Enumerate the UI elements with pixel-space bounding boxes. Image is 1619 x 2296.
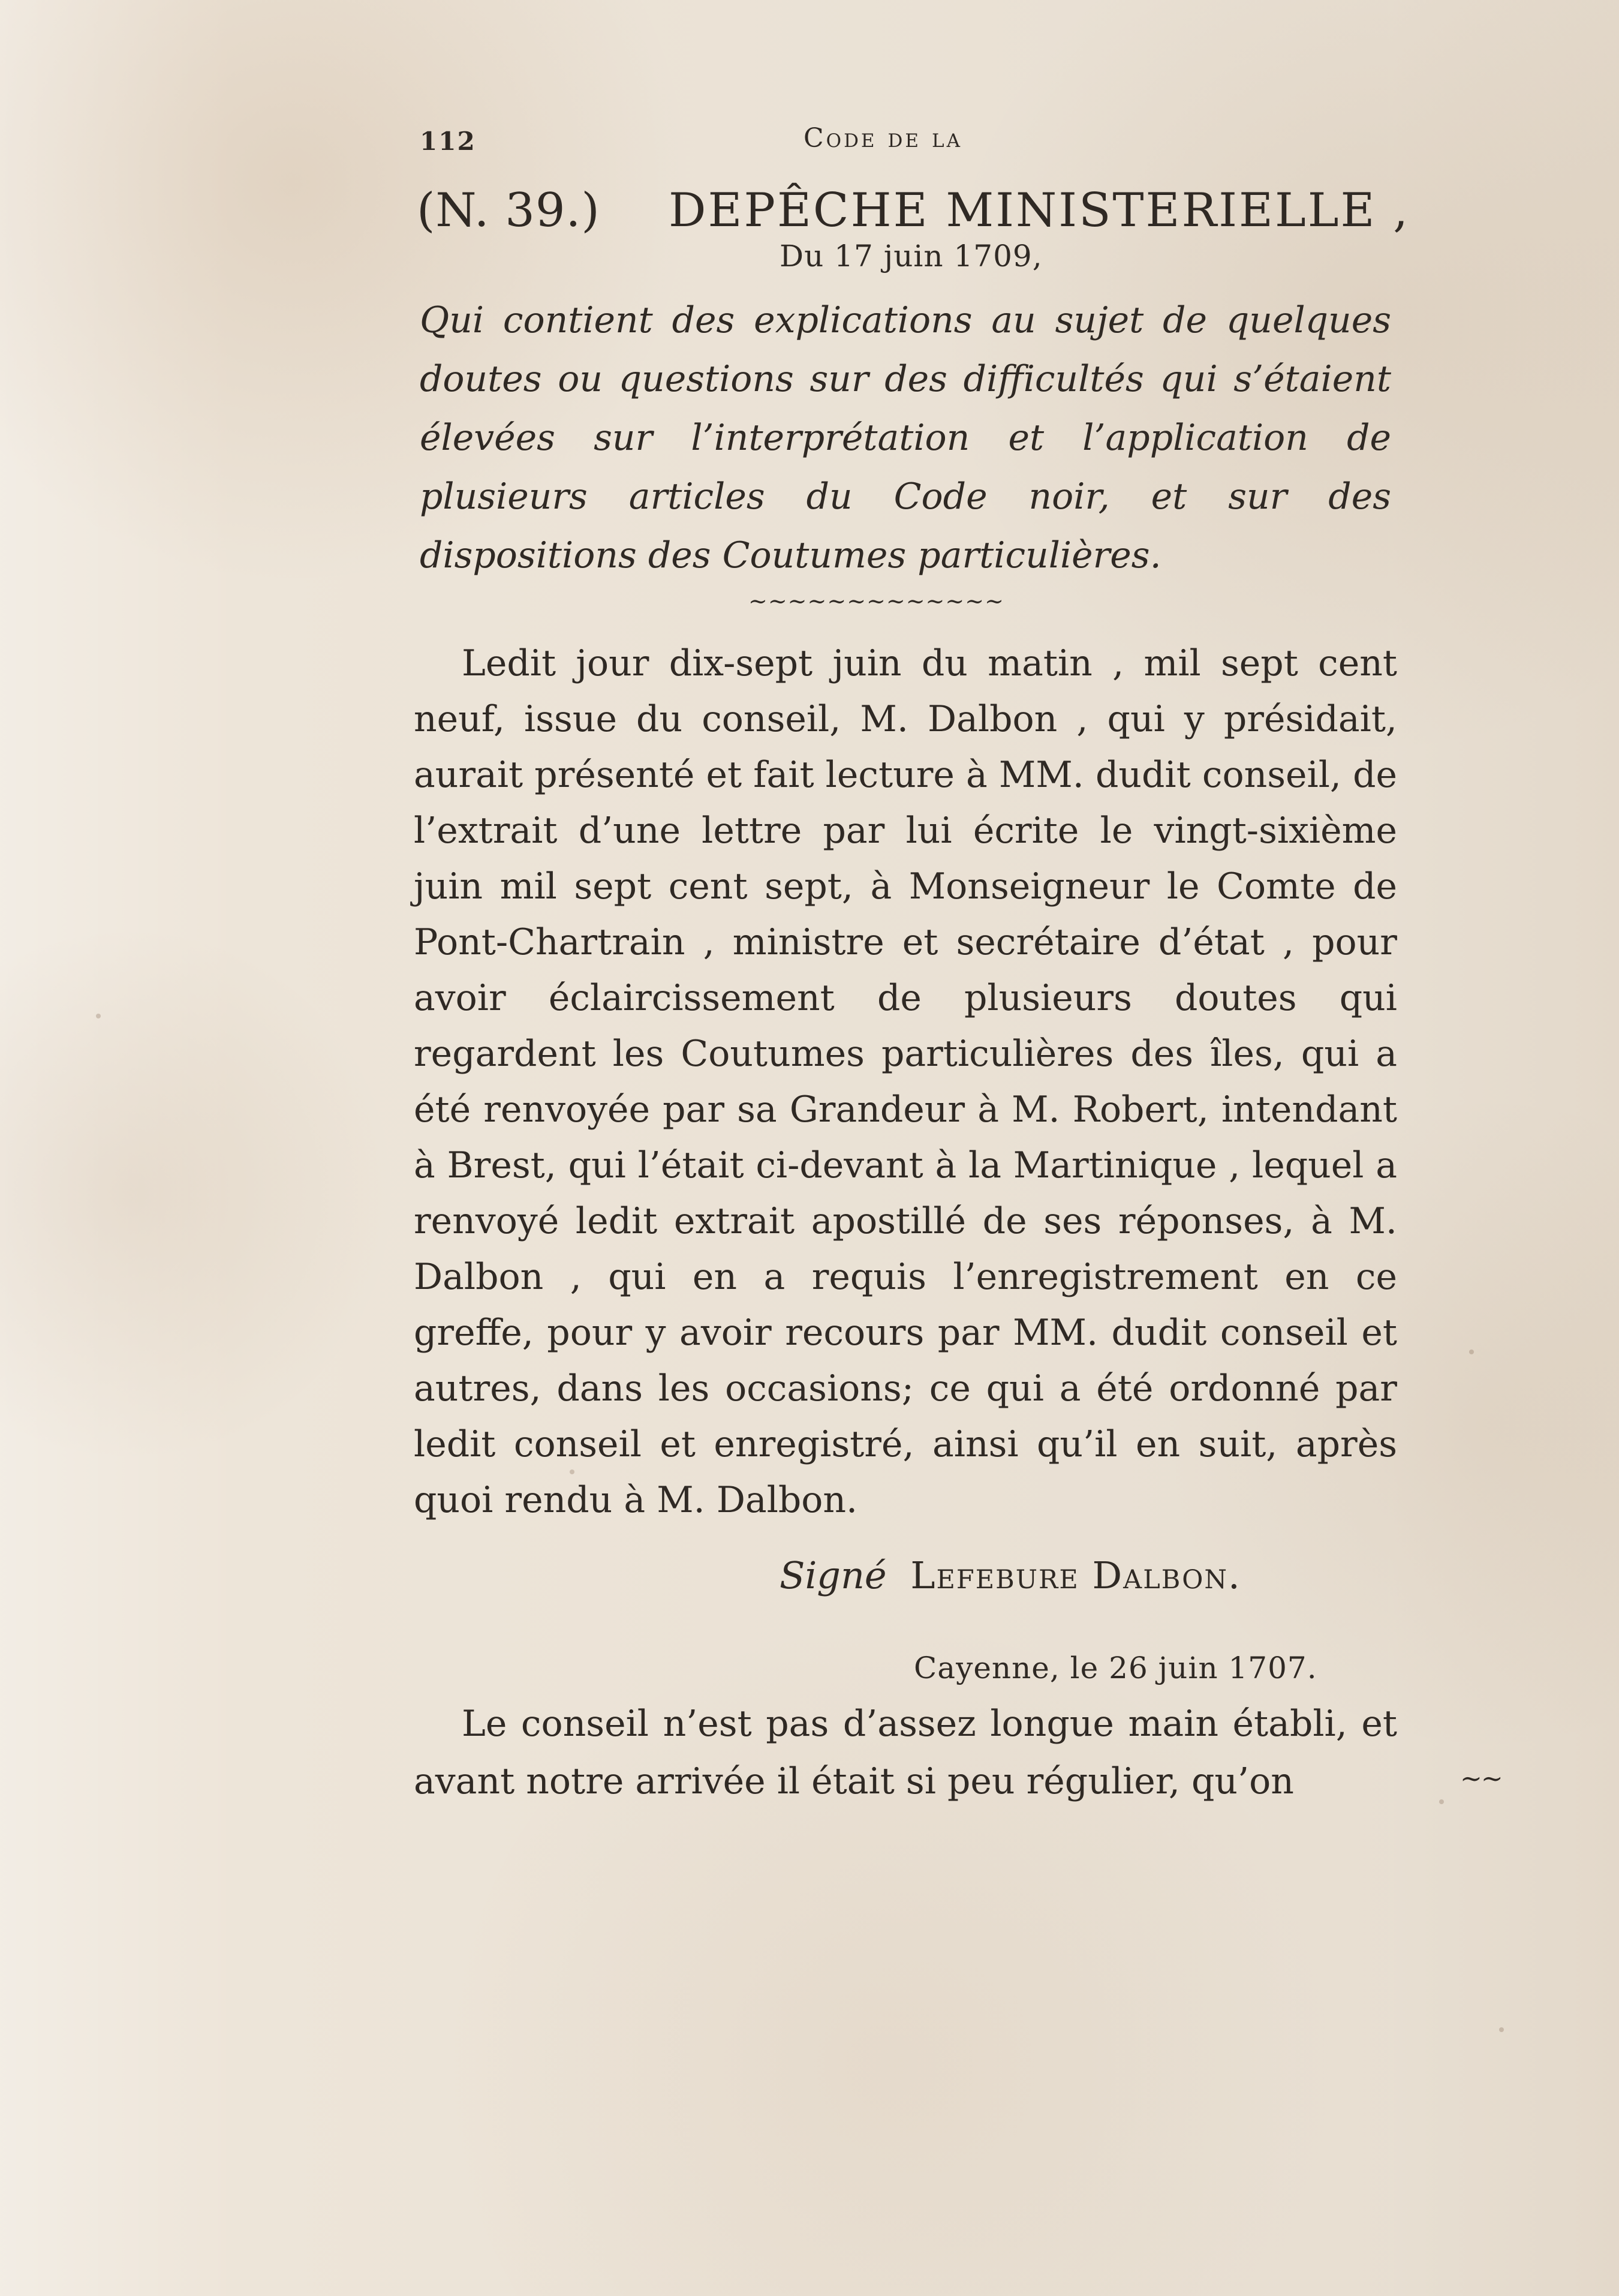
running-head: Code de la <box>804 123 962 154</box>
letter-opening-paragraph: Le conseil n’est pas d’assez longue main établi, et avant notre arrivée il était si peu régulier, qu’on <box>414 1703 1397 1802</box>
page-number: 112 <box>420 127 476 156</box>
document-date: Du 17 juin 1709, <box>780 239 1043 274</box>
document-title-block <box>417 174 1436 246</box>
signature-block <box>780 1553 1241 1597</box>
margin-mark: ~~ <box>1460 1763 1502 1794</box>
paper-speck <box>1439 1799 1444 1804</box>
divider-ornament: ~~~~~~~~~~~~~ <box>748 588 1004 614</box>
document-title: DEPÊCHE MINISTERIELLE , <box>669 184 1410 238</box>
paper-speck <box>96 1014 101 1018</box>
main-paragraph: Ledit jour dix-sept juin du matin , mil sept cent neuf, issue du conseil, M. Dalbon , qui y présidait, aurait présenté et fait lecture à MM. dudit conseil, de l’extrait d’une lettre par lui écrite le vingt-sixième juin mil sept cent sept, à Monseigneur le Comte de Pont-Chartrain , ministre et secrétaire d’état , pour avoir éclaircissement de plusieurs doutes qui regardent les Coutumes particulières des îles, qui a été renvoyée par sa Grandeur à M. Robert, intendant à Brest, qui l’était ci-devant à la Martinique , lequel a renvoyé ledit extrait apostillé de ses réponses, à M. Dalbon , qui en a requis l’enregistrement en ce greffe, pour y avoir recours par MM. dudit conseil et autres, dans les occasions; ce qui a été ordonné par ledit conseil et enregistré, ainsi qu’il en suit, après quoi rendu à M. Dalbon. <box>414 642 1397 1521</box>
page-header <box>420 123 1019 159</box>
paper-speck <box>1499 2027 1504 2032</box>
paper-speck <box>1469 1350 1474 1354</box>
document-number: (N. 39.) <box>417 184 600 238</box>
paper-speck <box>570 1469 574 1474</box>
signature-label: Signé <box>780 1553 887 1597</box>
letter-place-date: Cayenne, le 26 juin 1707. <box>914 1651 1317 1685</box>
document-summary: Qui contient des explications au sujet de quelques doutes ou questions sur des difficultés qui s’étaient élevées sur l’interprétation et l’application de plusieurs articles du Code noir, et sur des dispositions des Coutumes particulières. <box>420 299 1391 576</box>
signature-name: Lefebure Dalbon. <box>910 1553 1241 1597</box>
